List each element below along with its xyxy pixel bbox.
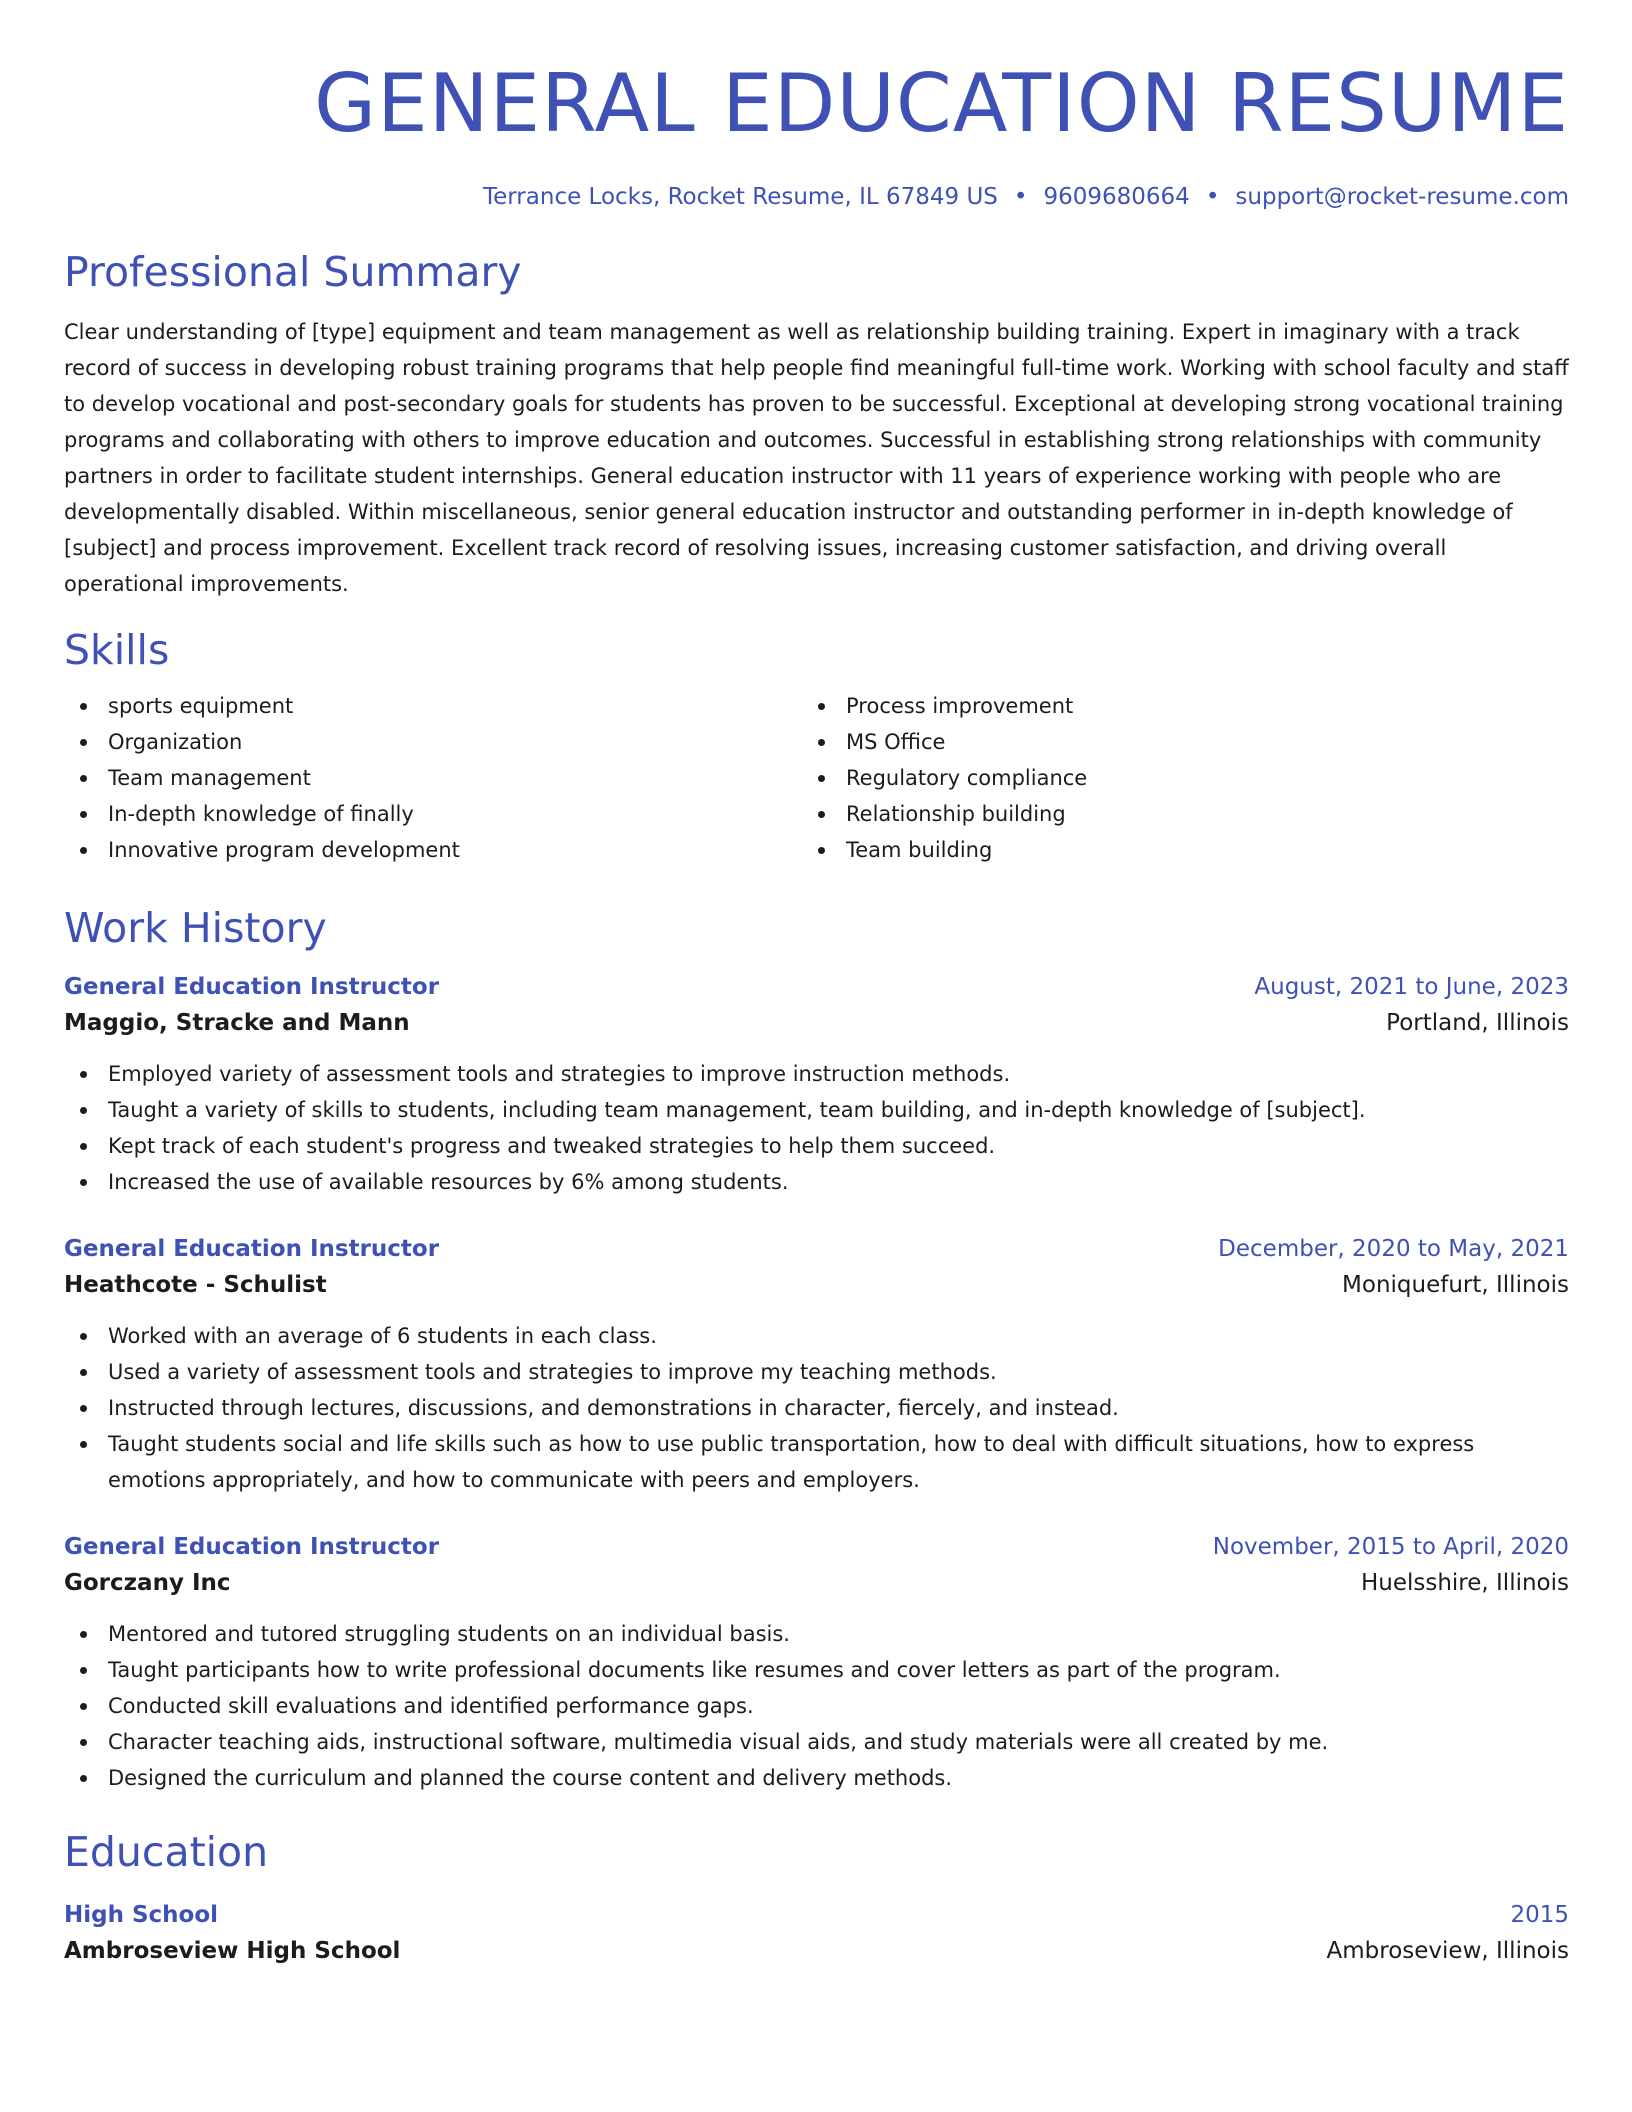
- section-heading: Skills: [64, 626, 170, 674]
- job-company: Gorczany Inc: [64, 1570, 231, 1596]
- skill-item: Team management: [64, 760, 802, 796]
- job-bullet: Designed the curriculum and planned the course content and delivery methods.: [64, 1760, 1569, 1796]
- skills-column-left: [64, 688, 802, 868]
- job-employer-row: [64, 1564, 1569, 1602]
- job-dates: November, 2015 to April, 2020: [1212, 1534, 1569, 1560]
- job-entry: [64, 970, 1569, 1200]
- job-bullet: Increased the use of available resources by 6% among students.: [64, 1164, 1569, 1200]
- skill-item: sports equipment: [64, 688, 802, 724]
- job-bullets: [64, 1318, 1569, 1498]
- job-location: Portland, Illinois: [1386, 1010, 1569, 1036]
- education-entry: [64, 1898, 1569, 1970]
- education-degree: High School: [64, 1902, 219, 1928]
- job-title: General Education Instructor: [64, 1534, 440, 1560]
- skill-item: Team building: [802, 832, 1540, 868]
- skill-item: Innovative program development: [64, 832, 802, 868]
- education-year: 2015: [1510, 1902, 1569, 1928]
- job-entry: [64, 1232, 1569, 1498]
- job-employer-row: [64, 1266, 1569, 1304]
- job-bullet: Worked with an average of 6 students in each class.: [64, 1318, 1569, 1354]
- contact-separator: •: [1205, 184, 1220, 210]
- education-header: [64, 1898, 1569, 1932]
- job-bullet: Used a variety of assessment tools and strategies to improve my teaching methods.: [64, 1354, 1569, 1390]
- education-school: Ambroseview High School: [64, 1938, 401, 1964]
- contact-address: Terrance Locks, Rocket Resume, IL 67849 US: [482, 184, 998, 210]
- job-entry: [64, 1530, 1569, 1796]
- job-bullet: Taught students social and life skills such as how to use public transportation, how to deal with difficult situations, how to express emotions appropriately, and how to communicate with peers and employers.: [64, 1426, 1569, 1498]
- job-bullet: Kept track of each student's progress and tweaked strategies to help them succeed.: [64, 1128, 1569, 1164]
- professional-summary-section: [64, 246, 1569, 602]
- job-bullets: [64, 1616, 1569, 1796]
- job-company: Maggio, Stracke and Mann: [64, 1010, 410, 1036]
- job-location: Huelsshire, Illinois: [1360, 1570, 1569, 1596]
- education-school-row: [64, 1932, 1569, 1970]
- job-header: [64, 1232, 1569, 1266]
- job-location: Moniquefurt, Illinois: [1342, 1272, 1569, 1298]
- job-dates: August, 2021 to June, 2023: [1254, 974, 1569, 1000]
- job-bullet: Mentored and tutored struggling students on an individual basis.: [64, 1616, 1569, 1652]
- job-header: [64, 970, 1569, 1004]
- job-bullet: Taught a variety of skills to students, including team management, team building, and in-depth knowledge of [subject].: [64, 1092, 1569, 1128]
- contact-email: support@rocket-resume.com: [1235, 184, 1569, 210]
- resume-title: GENERAL EDUCATION RESUME: [314, 57, 1569, 150]
- contact-phone: 9609680664: [1043, 184, 1190, 210]
- job-bullet: Instructed through lectures, discussions, and demonstrations in character, fiercely, and instead.: [64, 1390, 1569, 1426]
- job-header: [64, 1530, 1569, 1564]
- job-title: General Education Instructor: [64, 974, 440, 1000]
- skill-item: Regulatory compliance: [802, 760, 1540, 796]
- job-dates: December, 2020 to May, 2021: [1218, 1236, 1569, 1262]
- section-heading: Work History: [64, 904, 327, 952]
- job-bullet: Character teaching aids, instructional software, multimedia visual aids, and study materials were all created by me.: [64, 1724, 1569, 1760]
- work-history-section: [64, 902, 1569, 1796]
- job-title: General Education Instructor: [64, 1236, 440, 1262]
- job-employer-row: [64, 1004, 1569, 1042]
- summary-text: Clear understanding of [type] equipment and team management as well as relationship building training. Expert in imaginary with a track record of success in developing robust training programs that help people find meaningful full-time work. Working with school faculty and staff to develop vocational and post-secondary goals for students has proven to be successful. Exceptional at developing strong vocational training programs and collaborating with others to improve education and outcomes. Successful in establishing strong relationships with community partners in order to facilitate student internships. General education instructor with 11 years of experience working with people who are developmentally disabled. Within miscellaneous, senior general education instructor and outstanding performer in in-depth knowledge of [subject] and process improvement. Excellent track record of resolving issues, increasing customer satisfaction, and driving overall operational improvements.: [64, 320, 1569, 596]
- skills-grid: [64, 688, 1569, 868]
- job-bullet: Conducted skill evaluations and identified performance gaps.: [64, 1688, 1569, 1724]
- job-bullets: [64, 1056, 1569, 1200]
- section-heading: Professional Summary: [64, 248, 522, 296]
- education-section: [64, 1826, 1569, 1970]
- job-bullet: Taught participants how to write professional documents like resumes and cover letters as part of the program.: [64, 1652, 1569, 1688]
- skill-item: MS Office: [802, 724, 1540, 760]
- job-bullet: Employed variety of assessment tools and strategies to improve instruction methods.: [64, 1056, 1569, 1092]
- contact-line: [64, 182, 1569, 212]
- skill-item: In-depth knowledge of finally: [64, 796, 802, 832]
- skill-item: Organization: [64, 724, 802, 760]
- skill-item: Relationship building: [802, 796, 1540, 832]
- skill-item: Process improvement: [802, 688, 1540, 724]
- section-heading: Education: [64, 1828, 269, 1876]
- contact-separator: •: [1013, 184, 1028, 210]
- job-company: Heathcote - Schulist: [64, 1272, 327, 1298]
- education-location: Ambroseview, Illinois: [1326, 1938, 1569, 1964]
- skills-column-right: [802, 688, 1540, 868]
- skills-section: [64, 624, 1569, 868]
